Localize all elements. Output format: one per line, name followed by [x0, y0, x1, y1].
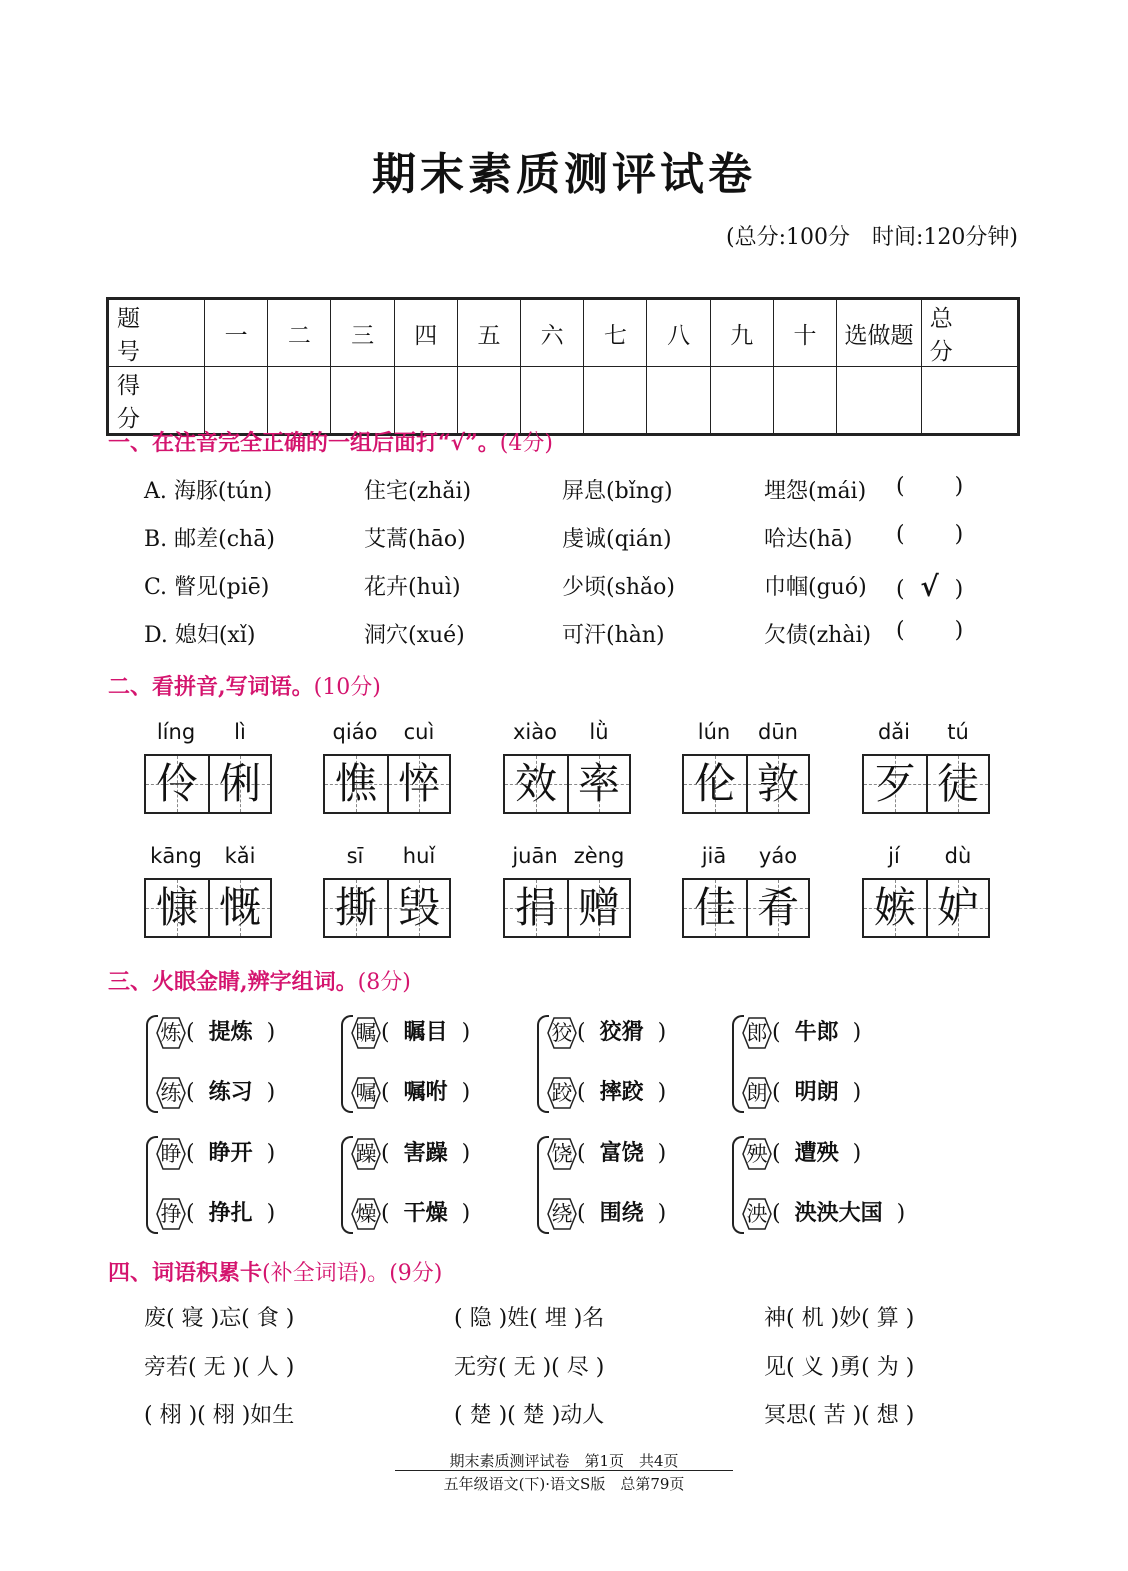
word-answer: 提炼 [208, 1020, 253, 1045]
tianzige-boxes [144, 754, 272, 814]
score-header-cell: 一 [205, 299, 268, 367]
target-char: 燥 [355, 1202, 377, 1226]
char-cell[interactable] [146, 880, 208, 936]
word-answer: 摔跤 [599, 1080, 644, 1105]
char-cell[interactable] [684, 880, 746, 936]
answer-parentheses: ( ) [896, 522, 964, 547]
pinyin-option: C. 瞥见(piē) [144, 575, 270, 600]
char-cell[interactable] [746, 880, 808, 936]
pinyin-option: D. 媳妇(xǐ) [144, 623, 256, 648]
target-char: 嘱 [355, 1081, 377, 1105]
char-cell[interactable] [864, 880, 926, 936]
section-1-points: (4分) [499, 431, 553, 456]
score-blank-cell [521, 367, 584, 435]
pinyin-row [144, 720, 272, 748]
answer-parentheses: ( √ ) [896, 570, 964, 603]
pinyin-option: 埋怨(mái) [764, 479, 867, 504]
char-cell[interactable] [505, 756, 567, 812]
section-3-points: (8分) [357, 970, 411, 995]
char-cell[interactable] [746, 756, 808, 812]
char-cell[interactable] [926, 880, 988, 936]
written-char: 妒 [936, 883, 979, 932]
char-cell[interactable] [926, 756, 988, 812]
written-char: 赠 [577, 883, 620, 932]
char-cell[interactable] [864, 756, 926, 812]
pinyin-option: 少顷(shǎo) [562, 575, 675, 600]
word-grid [862, 844, 990, 938]
pinyin-label: huǐ [402, 844, 436, 868]
char-word-line: 郎 ( 牛郎 ) [742, 1015, 861, 1051]
word-answer: 瞩目 [403, 1020, 448, 1045]
pinyin-label: xiào [513, 720, 557, 744]
score-header-cell: 四 [394, 299, 457, 367]
written-char: 俐 [218, 759, 261, 808]
tianzige-boxes [682, 754, 810, 814]
idiom-completion: ( 楚 )( 楚 )动人 [454, 1403, 605, 1428]
score-blank-cell [331, 367, 394, 435]
written-char: 伦 [693, 759, 736, 808]
char-group [341, 1136, 531, 1230]
hexagon-char [742, 1077, 772, 1109]
score-blank-cell [773, 367, 836, 435]
pinyin-option: 屏息(bǐng) [562, 479, 673, 504]
idiom-completion: ( 隐 )姓( 埋 )名 [454, 1306, 605, 1331]
score-header-cell: 十 [773, 299, 836, 367]
written-char: 慷 [155, 883, 198, 932]
pinyin-label: lì [234, 720, 246, 744]
target-char: 炼 [160, 1021, 182, 1045]
hexagon-char [351, 1017, 381, 1049]
char-word-line: 睁 ( 睁开 ) [156, 1136, 275, 1172]
written-char: 憔 [334, 759, 377, 808]
score-time-info: (总分:100分 时间:120分钟) [726, 225, 1018, 250]
char-word-line: 瞩 ( 瞩目 ) [351, 1015, 470, 1051]
hexagon-char [547, 1198, 577, 1230]
section-4-title [108, 1256, 442, 1287]
pinyin-option: 巾帼(guó) [764, 575, 867, 600]
word-answer: 干燥 [403, 1201, 448, 1226]
word-answer: 牛郎 [794, 1020, 839, 1045]
written-char: 效 [514, 759, 557, 808]
score-row-label: 得 分 [108, 367, 205, 435]
word-grid [862, 720, 990, 814]
pinyin-label: dǎi [877, 720, 911, 744]
char-word-line: 饶 ( 富饶 ) [547, 1136, 666, 1172]
score-blank-cell [205, 367, 268, 435]
pinyin-row [503, 720, 631, 748]
pinyin-label: juān [512, 844, 558, 868]
char-group [146, 1136, 336, 1230]
char-word-line: 狡 ( 狡猾 ) [547, 1015, 666, 1051]
hexagon-char [547, 1017, 577, 1049]
word-grid [323, 720, 451, 814]
hexagon-char [156, 1077, 186, 1109]
section-1-title [108, 426, 553, 457]
pinyin-option: 住宅(zhǎi) [364, 479, 472, 504]
pinyin-label: jí [888, 844, 900, 868]
char-word-line: 挣 ( 挣扎 ) [156, 1196, 275, 1232]
pinyin-label: kǎi [224, 844, 256, 868]
pinyin-option: 可汗(hàn) [562, 623, 665, 648]
pinyin-label: kāng [150, 844, 202, 868]
hexagon-char [742, 1017, 772, 1049]
char-word-line: 殃 ( 遭殃 ) [742, 1136, 861, 1172]
score-blank-cell [710, 367, 773, 435]
section-4-note: (补全词语)。 [262, 1261, 390, 1286]
written-char: 率 [577, 759, 620, 808]
page-title: 期末素质测评试卷 [372, 149, 756, 200]
hexagon-char [156, 1198, 186, 1230]
word-answer: 练习 [208, 1080, 253, 1105]
pinyin-option: 洞穴(xué) [364, 623, 465, 648]
word-answer: 害躁 [403, 1141, 448, 1166]
score-blank-cell [584, 367, 647, 435]
char-group [537, 1136, 727, 1230]
footer-divider [395, 1470, 733, 1471]
char-cell[interactable] [325, 880, 387, 936]
pinyin-option: 虔诚(qián) [562, 527, 672, 552]
pinyin-row [323, 844, 451, 872]
hexagon-char [351, 1138, 381, 1170]
idiom-completion: 旁若( 无 )( 人 ) [144, 1355, 295, 1380]
word-grid [503, 720, 631, 814]
word-answer: 遭殃 [794, 1141, 839, 1166]
idiom-completion: 神( 机 )妙( 算 ) [764, 1306, 915, 1331]
word-grid [144, 844, 272, 938]
check-mark: √ [920, 570, 939, 603]
char-cell[interactable] [208, 880, 270, 936]
section-1-heading: 一、在注音完全正确的一组后面打“√”。 [108, 430, 500, 456]
score-blank-cell [268, 367, 331, 435]
char-cell[interactable] [325, 756, 387, 812]
pinyin-label: dù [944, 844, 972, 868]
hexagon-char [547, 1138, 577, 1170]
score-header-cell: 二 [268, 299, 331, 367]
char-group [537, 1015, 727, 1109]
written-char: 肴 [756, 883, 799, 932]
word-grid [682, 844, 810, 938]
score-blank-cell [394, 367, 457, 435]
word-grid [503, 844, 631, 938]
footer-page-info: 期末素质测评试卷 第1页 共4页 [449, 1452, 679, 1470]
idiom-completion: 见( 义 )勇( 为 ) [764, 1355, 915, 1380]
target-char: 睁 [160, 1142, 182, 1166]
pinyin-option: A. 海豚(tún) [144, 479, 273, 504]
pinyin-row [682, 844, 810, 872]
answer-parentheses: ( ) [896, 618, 964, 643]
pinyin-label: tú [947, 720, 969, 744]
written-char: 捐 [514, 883, 557, 932]
pinyin-option: 花卉(huì) [364, 575, 461, 600]
pinyin-label: lún [697, 720, 731, 744]
target-char: 绕 [551, 1202, 573, 1226]
target-char: 郎 [746, 1021, 768, 1045]
score-header-cell: 八 [647, 299, 710, 367]
score-value-row [108, 367, 1019, 435]
section-4-heading: 四、词语积累卡 [108, 1260, 263, 1286]
char-cell[interactable] [146, 756, 208, 812]
idiom-completion: 废( 寝 )忘( 食 ) [144, 1306, 295, 1331]
tianzige-boxes [682, 878, 810, 938]
char-cell[interactable] [208, 756, 270, 812]
tianzige-boxes [323, 754, 451, 814]
written-char: 嫉 [873, 883, 916, 932]
char-word-line: 炼 ( 提炼 ) [156, 1015, 275, 1051]
written-char: 伶 [155, 759, 198, 808]
tianzige-boxes [503, 878, 631, 938]
char-word-line: 泱 ( 泱泱大国 ) [742, 1196, 905, 1232]
target-char: 朗 [746, 1081, 768, 1105]
tianzige-boxes [862, 754, 990, 814]
char-word-line: 练 ( 练习 ) [156, 1075, 275, 1111]
char-cell[interactable] [505, 880, 567, 936]
written-char: 歹 [873, 759, 916, 808]
word-answer: 围绕 [599, 1201, 644, 1226]
pinyin-label: cuì [403, 720, 435, 744]
word-answer: 富饶 [599, 1141, 644, 1166]
score-blank-cell [837, 367, 922, 435]
score-header-cell: 五 [457, 299, 520, 367]
word-grid [682, 720, 810, 814]
pinyin-row [144, 844, 272, 872]
target-char: 瞩 [355, 1021, 377, 1045]
target-char: 跤 [551, 1081, 573, 1105]
word-grid [144, 720, 272, 814]
pinyin-label: lǜ [589, 720, 609, 744]
section-2-points: (10分) [313, 675, 381, 700]
pinyin-option: B. 邮差(chā) [144, 527, 275, 552]
char-word-line: 绕 ( 围绕 ) [547, 1196, 666, 1232]
char-word-line: 燥 ( 干燥 ) [351, 1196, 470, 1232]
written-char: 悴 [397, 759, 440, 808]
pinyin-option: 哈达(hā) [764, 527, 853, 552]
hexagon-char [156, 1017, 186, 1049]
written-char: 撕 [334, 883, 377, 932]
idiom-completion: ( 栩 )( 栩 )如生 [144, 1403, 295, 1428]
score-header-cell: 总 分 [921, 299, 1018, 367]
section-3-title [108, 965, 411, 996]
pinyin-option: 欠债(zhài) [764, 623, 872, 648]
word-answer: 泱泱大国 [794, 1201, 883, 1226]
section-2-title [108, 670, 381, 701]
score-header-row [108, 299, 1019, 367]
score-blank-cell [647, 367, 710, 435]
section-4-points: (9分) [389, 1261, 443, 1286]
char-word-line: 躁 ( 害躁 ) [351, 1136, 470, 1172]
hexagon-char [742, 1198, 772, 1230]
hexagon-char [351, 1198, 381, 1230]
char-group [146, 1015, 336, 1109]
tianzige-boxes [503, 754, 631, 814]
section-2-heading: 二、看拼音,写词语。 [108, 674, 314, 700]
char-word-line: 跤 ( 摔跤 ) [547, 1075, 666, 1111]
written-char: 徒 [936, 759, 979, 808]
score-header-cell: 选做题 [837, 299, 922, 367]
written-char: 慨 [218, 883, 261, 932]
char-word-line: 嘱 ( 嘱咐 ) [351, 1075, 470, 1111]
score-blank-cell [457, 367, 520, 435]
hexagon-char [742, 1138, 772, 1170]
hexagon-char [547, 1077, 577, 1109]
char-word-line: 朗 ( 明朗 ) [742, 1075, 861, 1111]
target-char: 练 [160, 1081, 182, 1105]
written-char: 佳 [693, 883, 736, 932]
pinyin-row [503, 844, 631, 872]
target-char: 泱 [746, 1202, 768, 1226]
char-cell[interactable] [387, 880, 449, 936]
target-char: 饶 [551, 1142, 573, 1166]
footer-book-info: 五年级语文(下)·语文S版 总第79页 [443, 1475, 685, 1493]
score-header-cell: 六 [521, 299, 584, 367]
tianzige-boxes [323, 878, 451, 938]
pinyin-option: 艾蒿(hāo) [364, 527, 466, 552]
hexagon-char [156, 1138, 186, 1170]
word-grid [323, 844, 451, 938]
idiom-completion: 冥思( 苦 )( 想 ) [764, 1403, 915, 1428]
char-cell[interactable] [567, 756, 629, 812]
answer-parentheses: ( ) [896, 474, 964, 499]
word-answer: 挣扎 [208, 1201, 253, 1226]
written-char: 敦 [756, 759, 799, 808]
score-header-cell: 七 [584, 299, 647, 367]
word-answer: 狡猾 [599, 1020, 644, 1045]
score-header-cell: 三 [331, 299, 394, 367]
written-char: 毁 [397, 883, 440, 932]
char-group [341, 1015, 531, 1109]
score-header-cell: 九 [710, 299, 773, 367]
tianzige-boxes [144, 878, 272, 938]
hexagon-char [351, 1077, 381, 1109]
target-char: 狡 [551, 1021, 573, 1045]
pinyin-row [862, 720, 990, 748]
char-group [732, 1136, 922, 1230]
section-3-heading: 三、火眼金睛,辨字组词。 [108, 969, 358, 995]
pinyin-label: sī [346, 844, 364, 868]
pinyin-label: jiā [701, 844, 727, 868]
score-blank-cell [921, 367, 1018, 435]
score-table [106, 297, 1020, 436]
pinyin-label: zèng [573, 844, 625, 868]
target-char: 躁 [355, 1142, 377, 1166]
char-group [732, 1015, 922, 1109]
pinyin-row [323, 720, 451, 748]
pinyin-row [682, 720, 810, 748]
target-char: 殃 [746, 1142, 768, 1166]
pinyin-label: qiáo [332, 720, 378, 744]
idiom-completion: 无穷( 无 )( 尽 ) [454, 1355, 605, 1380]
score-header-label: 题 号 [108, 299, 205, 367]
word-answer: 嘱咐 [403, 1080, 448, 1105]
pinyin-row [862, 844, 990, 872]
pinyin-label: líng [156, 720, 196, 744]
char-cell[interactable] [387, 756, 449, 812]
pinyin-label: yáo [758, 844, 798, 868]
target-char: 挣 [160, 1202, 182, 1226]
word-answer: 明朗 [794, 1080, 839, 1105]
char-cell[interactable] [684, 756, 746, 812]
tianzige-boxes [862, 878, 990, 938]
char-cell[interactable] [567, 880, 629, 936]
pinyin-label: dūn [758, 720, 798, 744]
word-answer: 睁开 [208, 1141, 253, 1166]
